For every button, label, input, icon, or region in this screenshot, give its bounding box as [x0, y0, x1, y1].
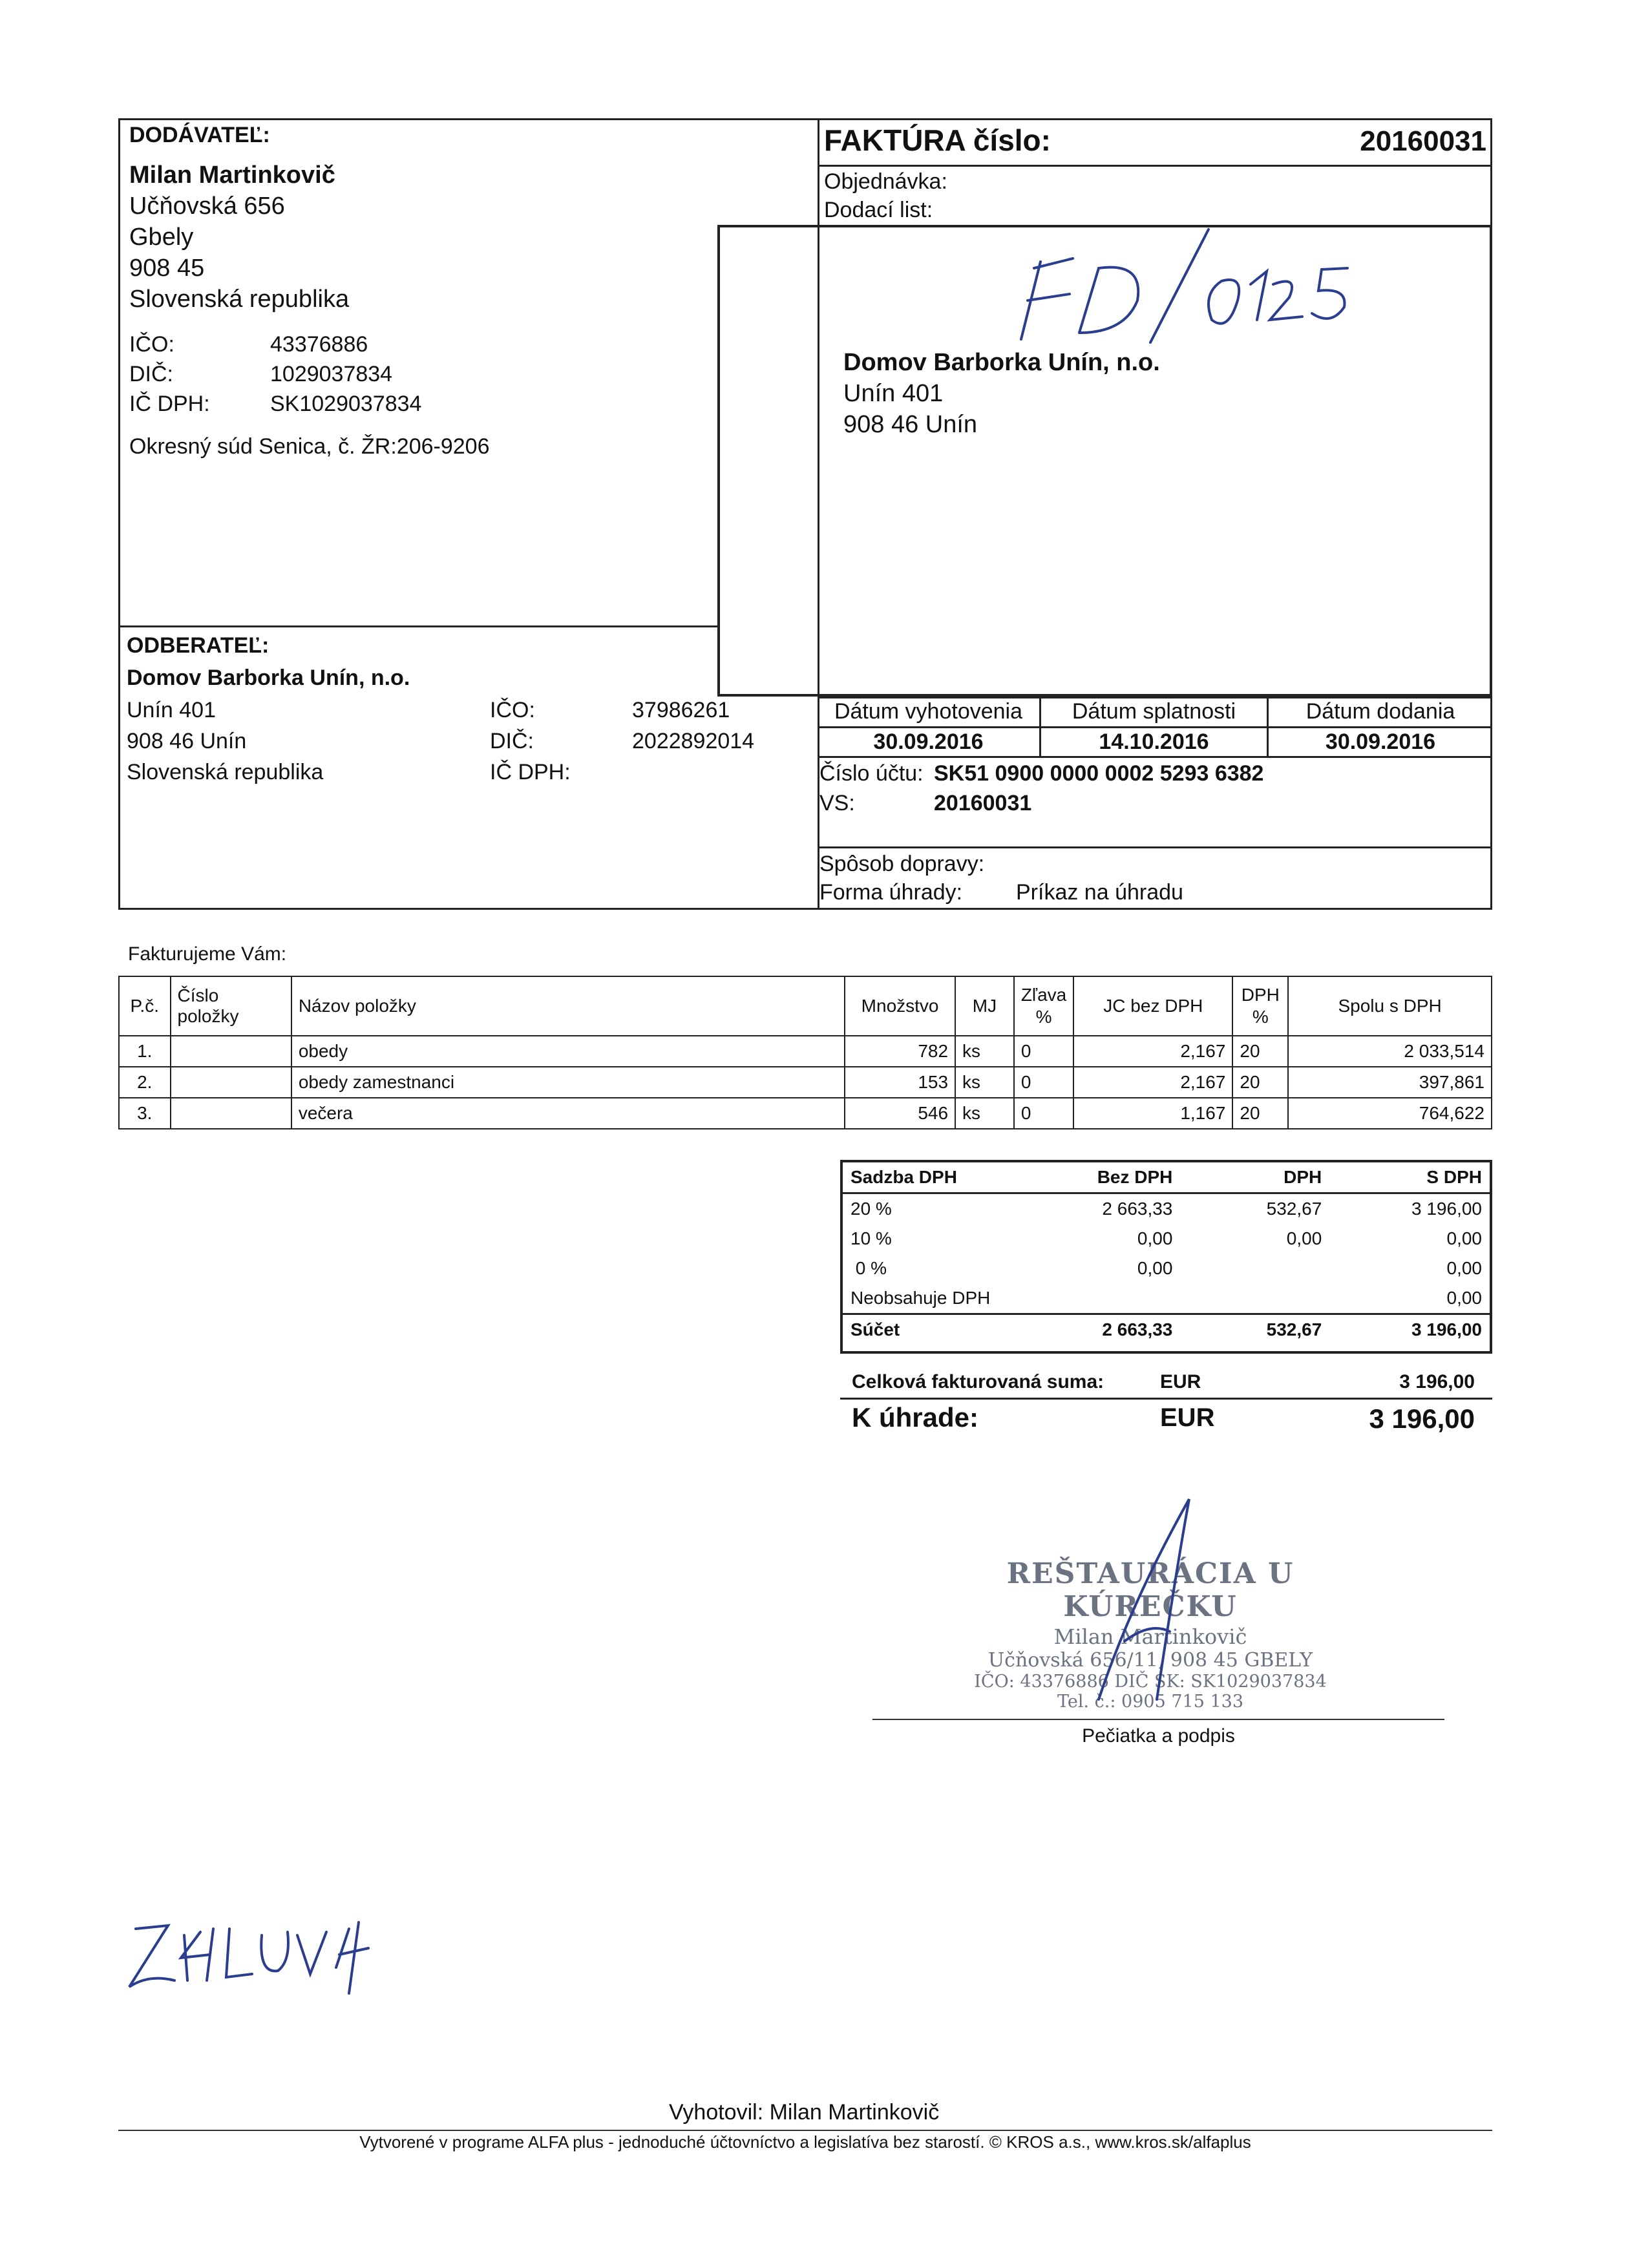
items-table: [118, 976, 1492, 1129]
header-unit: MJ: [955, 976, 1014, 1036]
row-code: [171, 1036, 291, 1067]
customer-ico-label: IČO:: [490, 698, 535, 722]
vat-total: 0,00: [1446, 1288, 1482, 1308]
account-label: Číslo účtu:: [819, 761, 924, 786]
row-qty: 153: [845, 1067, 955, 1098]
vat-base: 0,00: [1137, 1258, 1173, 1278]
vs-label: VS:: [819, 791, 855, 815]
vat-amount: 532,67: [1266, 1199, 1322, 1219]
row-pc: 3.: [119, 1098, 171, 1129]
row-vat: 20: [1232, 1098, 1288, 1129]
supplier-country: Slovenská republika: [129, 286, 350, 313]
vat-sum-vat: 532,67: [1266, 1319, 1322, 1339]
handwritten-note: [123, 1909, 381, 2000]
vat-row: [843, 1193, 1490, 1224]
supplier-dic-label: DIČ:: [129, 362, 173, 386]
vat-row: [843, 1283, 1490, 1314]
row-name: večera: [291, 1098, 845, 1129]
row-code: [171, 1098, 291, 1129]
invoice-title-underline: [818, 165, 1492, 167]
row-price: 2,167: [1073, 1067, 1232, 1098]
vat-sum-row: [843, 1314, 1490, 1345]
signature: [1060, 1493, 1267, 1706]
supplier-heading: DODÁVATEĽ:: [129, 123, 270, 147]
amount-due: 3 196,00: [1369, 1403, 1475, 1434]
row-pc: 2.: [119, 1067, 171, 1098]
header-discount: Zľava %: [1014, 976, 1073, 1036]
supplier-dic: 1029037834: [270, 362, 393, 386]
account-number: SK51 0900 0000 0002 5293 6382: [934, 761, 1264, 786]
vat-sum-label: Súčet: [850, 1319, 900, 1339]
dates-bottom-line: [818, 756, 1492, 758]
header-pc: P.č.: [119, 976, 171, 1036]
vs-number: 20160031: [934, 791, 1032, 815]
invoiced-total-currency: EUR: [1160, 1371, 1201, 1392]
stamp-line-5: Tel. č.: 0905 715 133: [1057, 1692, 1244, 1712]
row-unit: ks: [955, 1067, 1014, 1098]
invoice-number: 20160031: [1360, 125, 1486, 157]
recipient-zipcity: 908 46 Unín: [843, 411, 978, 438]
vat-sum-total: 3 196,00: [1411, 1319, 1482, 1339]
vat-row: [843, 1224, 1490, 1254]
customer-name: Domov Barborka Unín, n.o.: [127, 666, 410, 690]
order-label: Objednávka:: [824, 169, 947, 194]
due-date: 14.10.2016: [1099, 730, 1209, 754]
supplier-icdph: SK1029037834: [270, 392, 422, 416]
totals-divider: [840, 1398, 1492, 1400]
vat-amount: [1180, 1283, 1329, 1314]
customer-zipcity: 908 46 Unín: [127, 729, 247, 753]
due-date-label: Dátum splatnosti: [1072, 699, 1236, 724]
vat-rate: 0 %: [850, 1258, 887, 1278]
header-total: Spolu s DPH: [1288, 976, 1492, 1036]
vat-amount: 0,00: [1286, 1228, 1322, 1248]
vat-rate: 20 %: [850, 1199, 892, 1219]
vat-total: 3 196,00: [1411, 1199, 1482, 1219]
supplier-city: Gbely: [129, 224, 194, 251]
supplier-name: Milan Martinkovič: [129, 162, 335, 189]
row-qty: 546: [845, 1098, 955, 1129]
row-pc: 1.: [119, 1036, 171, 1067]
dates-mid-line: [818, 726, 1492, 728]
vat-header-row: [843, 1162, 1490, 1193]
header-vat: DPH %: [1232, 976, 1288, 1036]
vat-base: [1031, 1283, 1181, 1314]
table-row: [119, 1098, 1492, 1129]
stamp-line-2: Milan Martinkovič: [1053, 1624, 1247, 1649]
supplier-box: [118, 118, 819, 910]
delivery-date: 30.09.2016: [1325, 730, 1436, 754]
row-unit: ks: [955, 1098, 1014, 1129]
vat-rate: Neobsahuje DPH: [850, 1288, 991, 1308]
vat-header-rate: Sadzba DPH: [850, 1167, 957, 1187]
delivery-note-label: Dodací list:: [824, 198, 933, 222]
customer-street: Unín 401: [127, 698, 216, 722]
row-discount: 0: [1014, 1036, 1073, 1067]
vat-rate: 10 %: [850, 1228, 892, 1248]
row-code: [171, 1067, 291, 1098]
issued-date: 30.09.2016: [873, 730, 984, 754]
invoiced-total-label: Celková fakturovaná suma:: [852, 1371, 1104, 1392]
row-vat: 20: [1232, 1036, 1288, 1067]
invoice-title: FAKTÚRA číslo:: [824, 123, 1051, 157]
items-intro: Fakturujeme Vám:: [128, 943, 287, 965]
header-price: JC bez DPH: [1073, 976, 1232, 1036]
vat-header-vat: DPH: [1284, 1167, 1322, 1187]
customer-country: Slovenská republika: [127, 760, 324, 784]
vat-row: [843, 1254, 1490, 1283]
row-discount: 0: [1014, 1067, 1073, 1098]
payment-form-label: Forma úhrady:: [819, 880, 963, 905]
vat-total: 0,00: [1446, 1228, 1482, 1248]
handwritten-reference: [995, 223, 1370, 346]
recipient-street: Unín 401: [843, 380, 944, 407]
row-unit: ks: [955, 1036, 1014, 1067]
customer-dic: 2022892014: [632, 729, 755, 753]
row-qty: 782: [845, 1036, 955, 1067]
transport-label: Spôsob dopravy:: [819, 852, 985, 876]
supplier-street: Učňovská 656: [129, 193, 285, 220]
table-row: [119, 1036, 1492, 1067]
signature-line: [872, 1719, 1444, 1720]
vat-base: 2 663,33: [1102, 1199, 1173, 1219]
delivery-date-label: Dátum dodania: [1305, 699, 1455, 724]
signature-label: Pečiatka a podpis: [1082, 1725, 1235, 1747]
software-credit: Vytvorené v programe ALFA plus - jednoduché účtovníctvo a legislatíva bez starostí. © KROS a.s., www.kros.sk/alfaplus: [359, 2132, 1251, 2152]
row-name: obedy: [291, 1036, 845, 1067]
amount-due-currency: EUR: [1160, 1403, 1215, 1432]
supplier-zip: 908 45: [129, 255, 205, 282]
footer-rule: [118, 2130, 1492, 2131]
row-total: 2 033,514: [1288, 1036, 1492, 1067]
header-qty: Množstvo: [845, 976, 955, 1036]
customer-heading: ODBERATEĽ:: [127, 633, 269, 658]
invoiced-total-amount: 3 196,00: [1399, 1371, 1475, 1392]
customer-ico: 37986261: [632, 698, 730, 722]
row-name: obedy zamestnanci: [291, 1067, 845, 1098]
vat-amount: [1180, 1254, 1329, 1283]
customer-dic-label: DIČ:: [490, 729, 534, 753]
supplier-court: Okresný súd Senica, č. ŽR:206-9206: [129, 434, 490, 459]
amount-due-label: K úhrade:: [852, 1402, 979, 1433]
recipient-name: Domov Barborka Unín, n.o.: [843, 349, 1160, 376]
payment-form: Príkaz na úhradu: [1016, 880, 1183, 905]
vat-base: 0,00: [1137, 1228, 1173, 1248]
vat-total: 0,00: [1446, 1258, 1482, 1278]
supplier-ico-label: IČO:: [129, 332, 174, 357]
row-price: 2,167: [1073, 1036, 1232, 1067]
stamp-line-1: REŠTAURÁCIA U KÚREČKU: [1006, 1557, 1294, 1623]
issued-date-label: Dátum vyhotovenia: [834, 699, 1023, 724]
row-discount: 0: [1014, 1098, 1073, 1129]
vat-sum-base: 2 663,33: [1102, 1319, 1173, 1339]
table-row: [119, 1067, 1492, 1098]
header-name: Názov položky: [291, 976, 845, 1036]
row-price: 1,167: [1073, 1098, 1232, 1129]
supplier-icdph-label: IČ DPH:: [129, 392, 210, 416]
customer-divider: [118, 625, 719, 627]
stamp-line-3: Učňovská 656/11, 908 45 GBELY: [988, 1649, 1313, 1672]
vat-header-total: S DPH: [1426, 1167, 1482, 1187]
items-header-row: [119, 976, 1492, 1036]
dates-top-line: [818, 697, 1492, 698]
vat-summary-table: [843, 1162, 1490, 1345]
header-code: Číslo položky: [171, 976, 291, 1036]
customer-icdph-label: IČ DPH:: [490, 760, 571, 784]
supplier-ico: 43376886: [270, 332, 368, 357]
row-total: 764,622: [1288, 1098, 1492, 1129]
payment-divider: [818, 846, 1492, 848]
stamp-line-4: IČO: 43376886 DIČ SK: SK1029037834: [974, 1672, 1327, 1692]
issued-by: Vyhotovil: Milan Martinkovič: [669, 2100, 940, 2125]
row-vat: 20: [1232, 1067, 1288, 1098]
vat-header-base: Bez DPH: [1097, 1167, 1173, 1187]
row-total: 397,861: [1288, 1067, 1492, 1098]
